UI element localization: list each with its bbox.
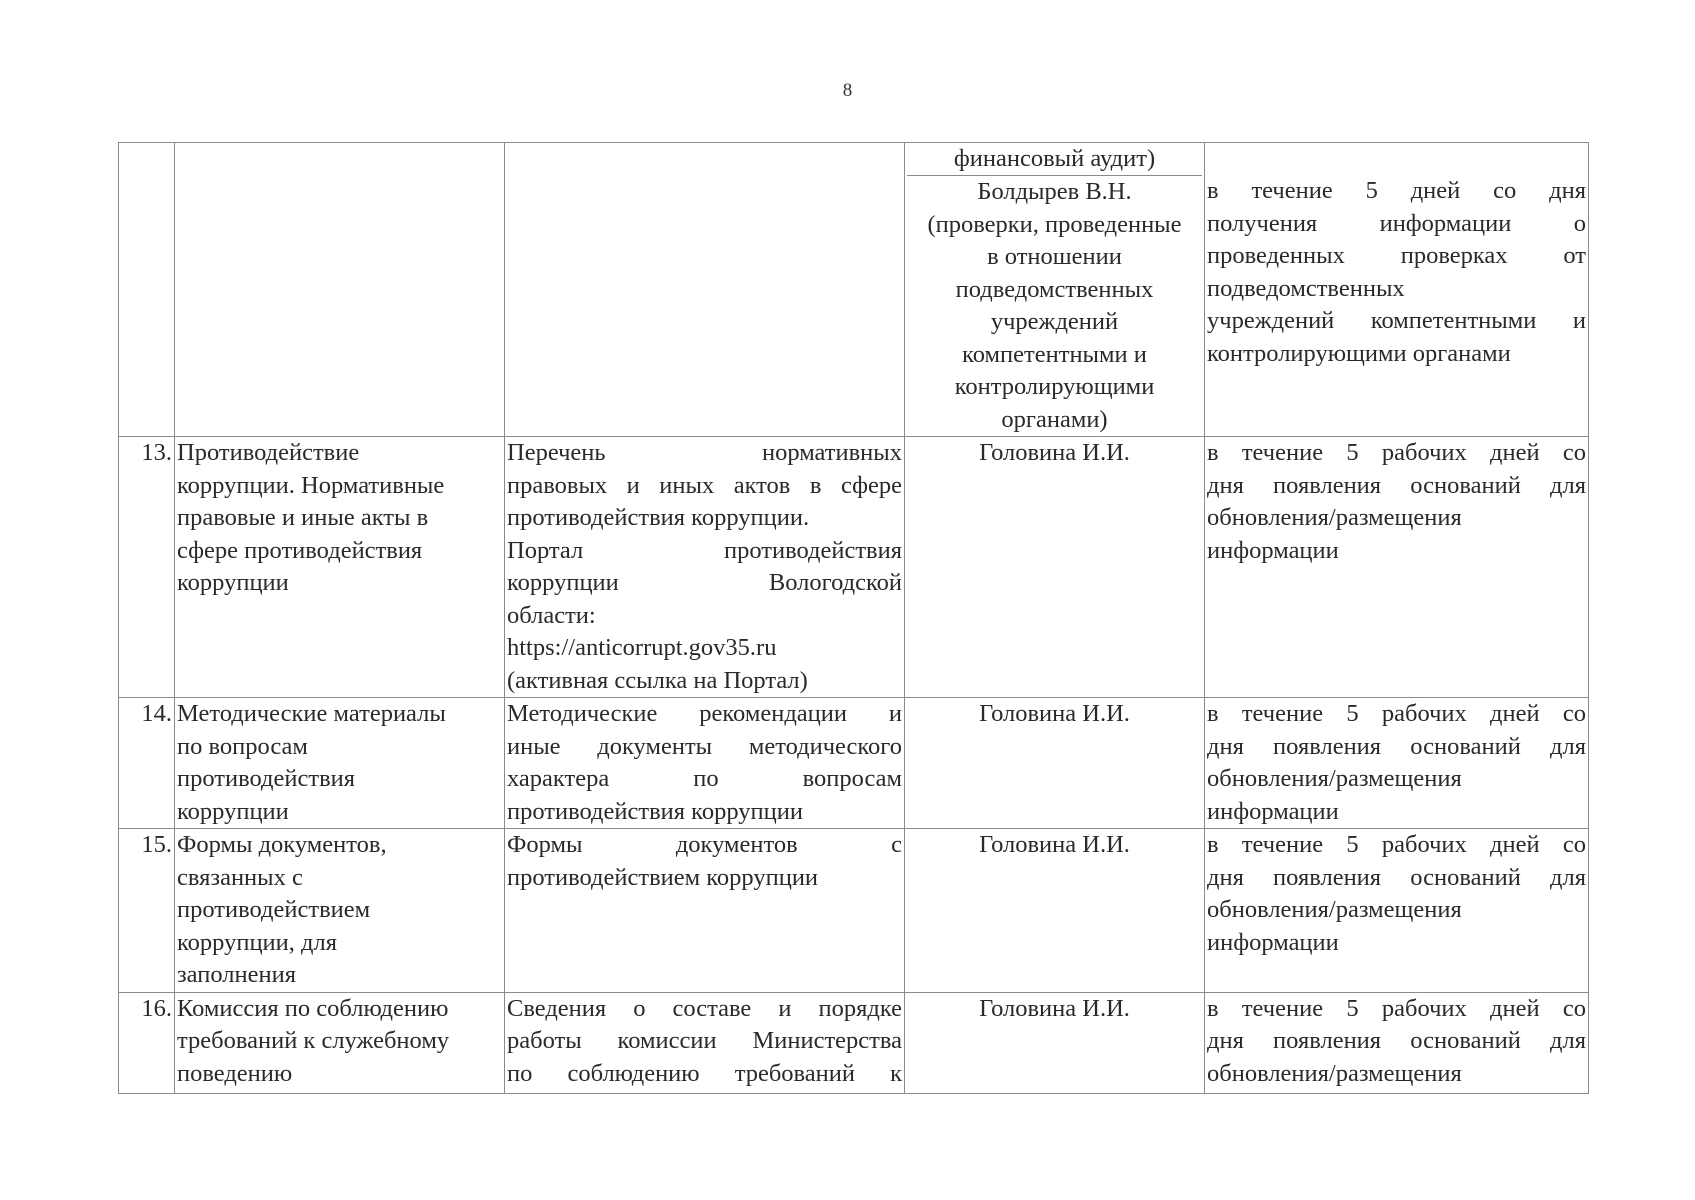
section-name: Противодействие коррупции. Нормативные правовые и иные акты в сфере противодействия коррупции (175, 437, 505, 698)
deadline: в течение 5 рабочих дней со дня появления оснований для обновления/размещения (1205, 992, 1589, 1093)
deadline: в течение 5 рабочих дней со дня появления оснований для обновления/размещения информации (1205, 829, 1589, 993)
responsible-carry-top: финансовый аудит) (907, 143, 1202, 176)
content-description: Сведения о составе и порядке работы комиссии Министерства по соблюдению требований к (505, 992, 905, 1093)
deadline: в течение 5 рабочих дней со дня появления оснований для обновления/размещения информации (1205, 437, 1589, 698)
section-name: Методические материалы по вопросам противодействия коррупции (175, 698, 505, 829)
cell-deadline (1205, 143, 1589, 437)
responsible-person: Головина И.И. (905, 992, 1205, 1093)
document-table (118, 142, 1589, 1094)
cell-content (505, 143, 905, 437)
section-name: Формы документов, связанных с противодействием коррупции, для заполнения (175, 829, 505, 993)
cell-num (119, 143, 175, 437)
row-number: 15. (119, 829, 175, 993)
row-number: 13. (119, 437, 175, 698)
responsible-carry-main: Болдырев В.Н. (проверки, проведенные в отношении подведомственных учреждений компетентными и контролирующими органами) (927, 178, 1182, 433)
row-number: 14. (119, 698, 175, 829)
table-row (119, 437, 1589, 698)
row-number: 16. (119, 992, 175, 1093)
responsible-person: Головина И.И. (905, 829, 1205, 993)
responsible-person: Головина И.И. (905, 437, 1205, 698)
table-row (119, 992, 1589, 1093)
content-description: Перечень нормативных правовых и иных актов в сфере противодействия коррупции. Портал противодействия коррупции Вологодской области: https://anticorrupt.gov35.ru (активная ссылка на Портал) (505, 437, 905, 698)
content-description: Формы документов с противодействием коррупции (505, 829, 905, 993)
cell-responsible (905, 143, 1205, 437)
content-description: Методические рекомендации и иные документы методического характера по вопросам противодействия коррупции (505, 698, 905, 829)
responsible-person: Головина И.И. (905, 698, 1205, 829)
deadline: в течение 5 рабочих дней со дня появления оснований для обновления/размещения информации (1205, 698, 1589, 829)
portal-link[interactable]: https://anticorrupt.gov35.ru (507, 634, 777, 661)
table-row-carryover (119, 143, 1589, 437)
table-row (119, 829, 1589, 993)
table-row (119, 698, 1589, 829)
deadline-carry: в течение 5 дней со дня получения информации о проведенных проверках от подведомственных учреждений компетентными и контролирующими органами (1207, 177, 1586, 367)
section-name: Комиссия по соблюдению требований к служебному поведению (175, 992, 505, 1093)
page-number: 8 (842, 80, 853, 101)
cell-section (175, 143, 505, 437)
